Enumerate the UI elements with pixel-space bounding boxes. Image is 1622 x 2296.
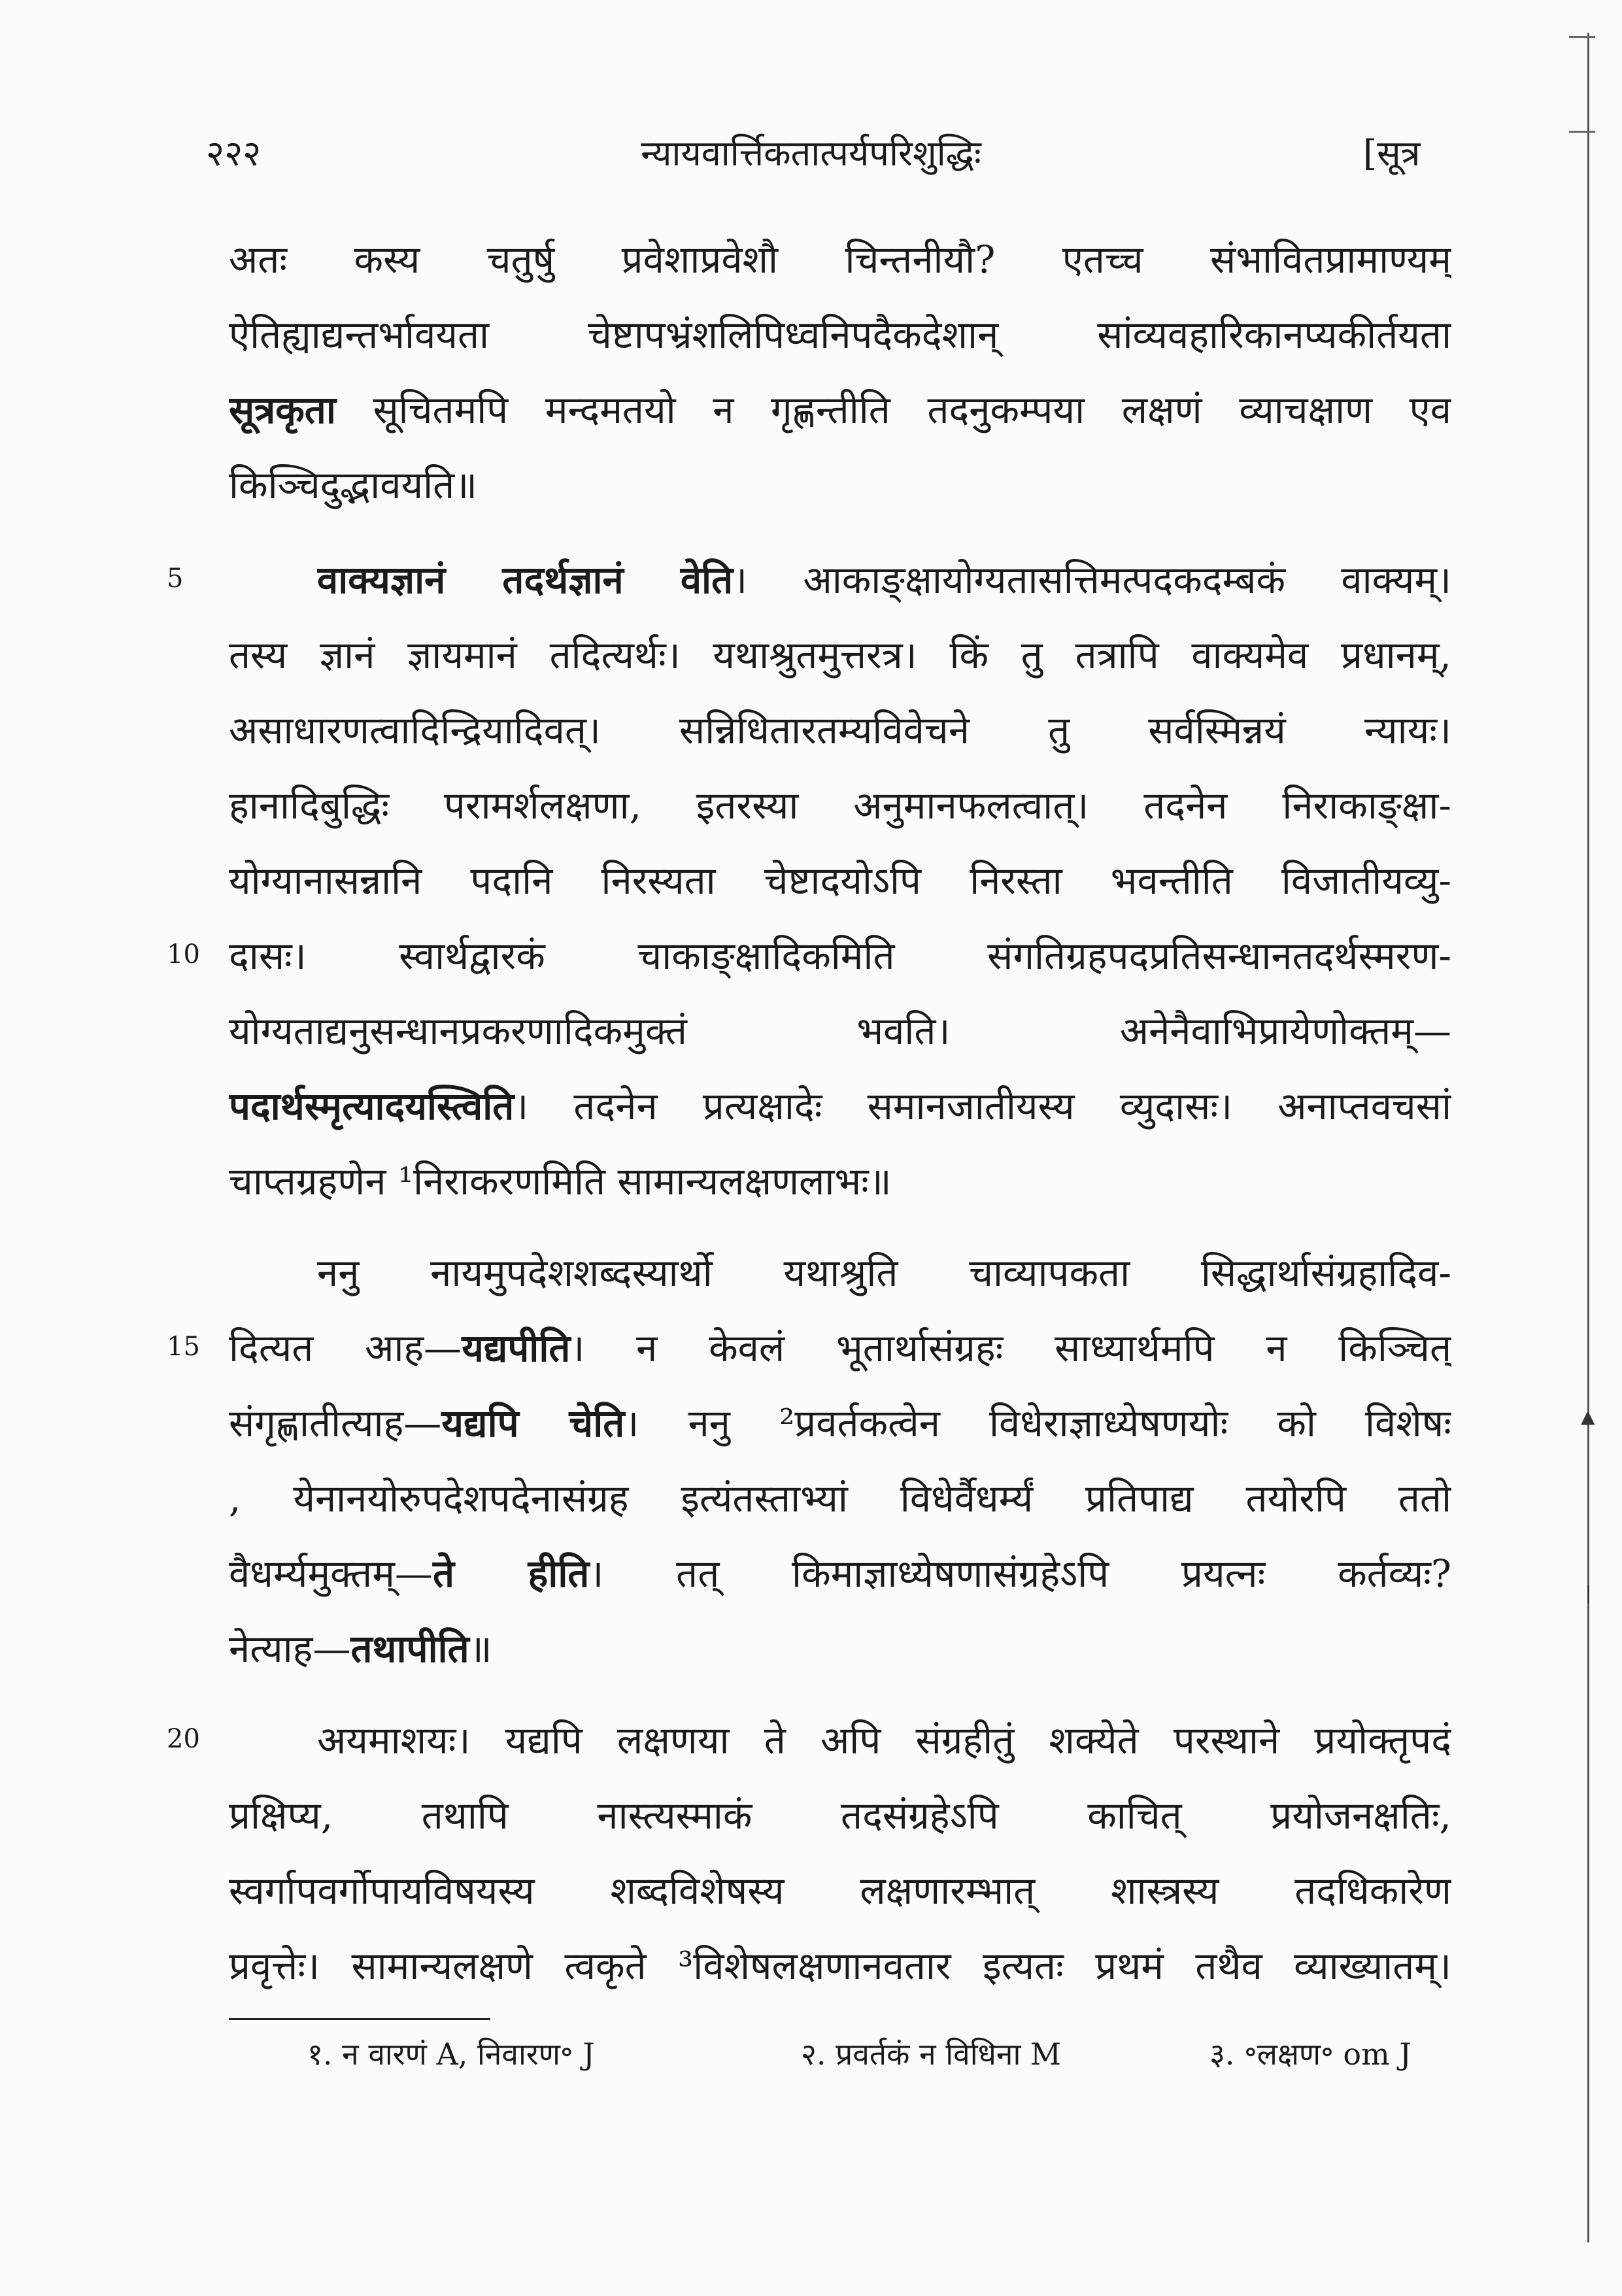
text-line: किञ्चिदुद्भावयति॥	[229, 463, 477, 507]
footnote-3: ३. ॰लक्षण॰ om J	[1209, 2036, 1411, 2072]
text-line: ऐतिह्याद्यन्तर्भावयता चेष्टापभ्रंशलिपिध्वनिपदैकदेशान् सांव्यवहारिकानप्यकीर्तयता	[229, 312, 1451, 357]
lemma: यद्यपि चेति	[441, 1401, 625, 1445]
text-line: हानादिबुद्धिः परामर्शलक्षणा, इतरस्या अनुमानफलत्वात्। तदनेन निराकाङ्क्षा-	[229, 783, 1451, 828]
footnote-1: १. न वारणं A, निवारण॰ J	[307, 2036, 595, 2072]
lemma: पदार्थस्मृत्यादयस्त्विति	[229, 1084, 515, 1128]
text-line: प्रक्षिप्य, तथापि नास्त्यस्माकं तदसंग्रहेऽपि काचित् प्रयोजनक्षतिः,	[229, 1793, 1451, 1838]
footnote-divider	[229, 2018, 490, 2020]
lemma: ते हीति	[432, 1551, 590, 1596]
binding-mark: ❘	[1581, 1582, 1597, 1604]
text-line: अयमाशयः। यद्यपि लक्षणया ते अपि संग्रहीतुं शक्येते परस्थाने प्रयोक्तृपदं	[317, 1718, 1451, 1763]
text-line: ननु नायमुपदेशशब्दस्यार्थो यथाश्रुति चाव्यापकता सिद्धार्थासंग्रहादिव-	[317, 1251, 1451, 1295]
text-line: चाप्तग्रहणेन ¹निराकरणमिति सामान्यलक्षणलाभः॥	[229, 1159, 892, 1204]
text-line: वैधर्म्यमुक्तम्—ते हीति। तत् किमाज्ञाध्येषणासंग्रहेऽपि प्रयत्नः कर्तव्यः?	[229, 1551, 1451, 1596]
lemma: वाक्यज्ञानं तदर्थज्ञानं वेति	[317, 558, 734, 602]
text-line: नेत्याह—तथापीति॥	[229, 1627, 492, 1671]
text-line: सूत्रकृता सूचितमपि मन्दमतयो न गृह्णन्तीति तदनुकम्पया लक्षणं व्याचक्षाण एव	[229, 388, 1451, 432]
text-line: असाधारणत्वादिन्द्रियादिवत्। सन्निधितारतम्यविवेचने तु सर्वस्मिन्नयं न्यायः।	[229, 708, 1451, 752]
text-line: वाक्यज्ञानं तदर्थज्ञानं वेति। आकाङ्क्षायोग्यतासत्तिमत्पदकदम्बकं वाक्यम्।	[317, 558, 1451, 602]
text-line: संगृह्णातीत्याह—यद्यपि चेति। ननु ²प्रवर्तकत्वेन विधेराज्ञाध्येषणयोः को विशेषः	[229, 1401, 1451, 1445]
text-line: तस्य ज्ञानं ज्ञायमानं तदित्यर्थः। यथाश्रुतमुत्तरत्र। किं तु तत्रापि वाक्यमेव प्रधानम्,	[229, 633, 1451, 677]
line-number: 10	[167, 939, 200, 970]
text-line: , येनानयोरुपदेशपदेनासंग्रह इत्यंतस्ताभ्यां विधेर्वैधर्म्यं प्रतिपाद्य तयोरपि ततो	[229, 1476, 1451, 1521]
binding-tick	[1569, 36, 1595, 38]
binding-mark: ▲	[1581, 1406, 1595, 1427]
lemma: तथापीति	[350, 1627, 469, 1671]
binding-edge-line	[1587, 33, 1589, 2242]
line-number: 5	[167, 564, 184, 594]
text-line: दासः। स्वार्थद्वारकं चाकाङ्क्षादिकमिति संगतिग्रहपदप्रतिसन्धानतदर्थस्मरण-	[229, 934, 1451, 978]
lemma: यद्यपीति	[462, 1326, 571, 1370]
text-line: दित्यत आह—यद्यपीति। न केवलं भूतार्थासंग्रहः साध्यार्थमपि न किञ्चित्	[229, 1326, 1451, 1370]
section-label: [सूत्र	[1363, 133, 1421, 174]
binding-tick	[1569, 131, 1595, 133]
lemma: सूत्रकृता	[229, 388, 336, 432]
footnote-2: २. प्रवर्तकं न विधिना M	[801, 2036, 1062, 2072]
text-line: प्रवृत्तेः। सामान्यलक्षणे त्वकृते ³विशेषलक्षणानवतार इत्यतः प्रथमं तथैव व्याख्यातम्।	[229, 1944, 1451, 1988]
line-number: 20	[167, 1724, 200, 1754]
page-number: २२२	[206, 133, 262, 174]
text-line: अतः कस्य चतुर्षु प्रवेशाप्रवेशौ चिन्तनीयौ? एतच्च संभावितप्रामाण्यम्	[229, 237, 1451, 282]
text-line: स्वर्गापवर्गोपायविषयस्य शब्दविशेषस्य लक्षणारम्भात् शास्त्रस्य तदधिकारेण	[229, 1868, 1451, 1913]
page-header	[0, 127, 1622, 180]
running-title: न्यायवार्त्तिकतात्पर्यपरिशुद्धिः	[641, 133, 981, 174]
line-number: 15	[167, 1332, 200, 1362]
text-line: योग्यताद्यनुसन्धानप्रकरणादिकमुक्तं भवति। अनेनैवाभिप्रायेणोक्तम्—	[229, 1009, 1451, 1053]
text-line: योग्यानासन्नानि पदानि निरस्यता चेष्टादयोऽपि निरस्ता भवन्तीति विजातीयव्यु-	[229, 858, 1451, 903]
text-line: पदार्थस्मृत्यादयस्त्विति। तदनेन प्रत्यक्षादेः समानजातीयस्य व्युदासः। अनाप्तवचसां	[229, 1084, 1451, 1128]
